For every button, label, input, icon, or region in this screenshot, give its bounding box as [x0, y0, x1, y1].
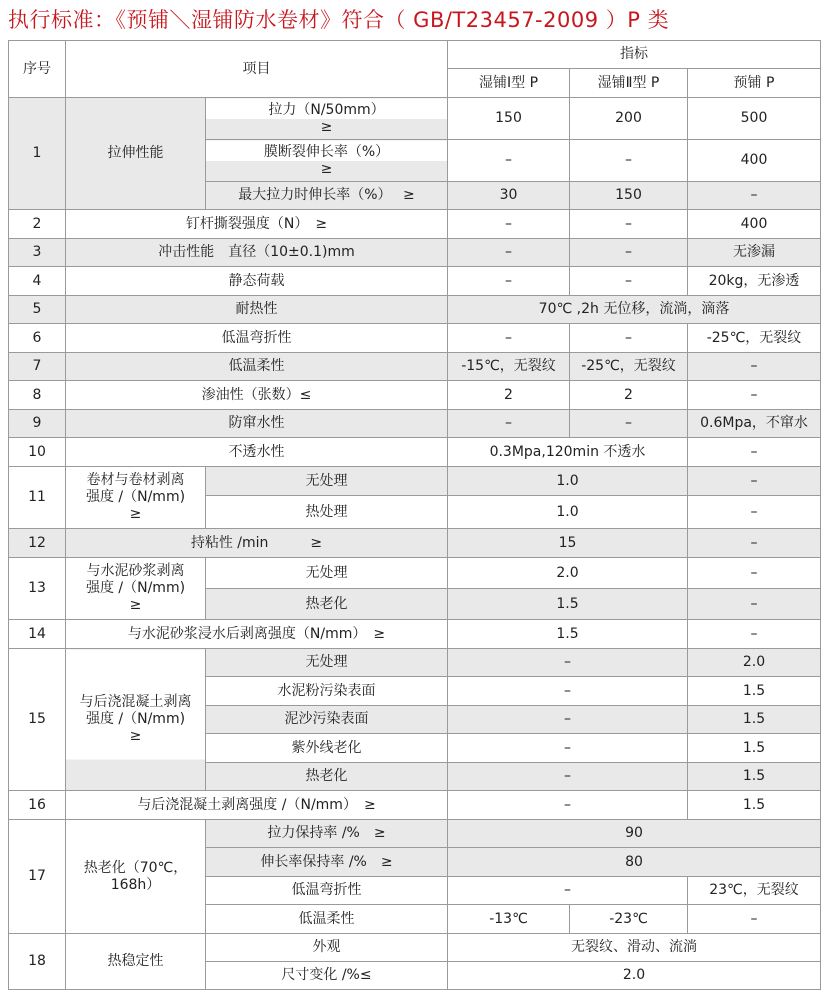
value-cell: 90 [448, 820, 821, 848]
value-cell: 1.5 [688, 677, 821, 706]
page-title: 执行标准：《预铺＼湿铺防水卷材》符合（ GB/T23457-2009 ）P 类 [8, 8, 670, 32]
row-item-line: 与水泥砂浆剥离 [86, 563, 185, 579]
value-cell: -25℃，无裂纹 [570, 353, 688, 381]
value-cell: – [688, 353, 821, 381]
value-cell: – [570, 210, 688, 239]
value-cell: – [688, 496, 821, 529]
value-cell: 1.0 [448, 467, 688, 496]
value-cell: 1.5 [448, 589, 688, 620]
sub-item-label: 无处理 [206, 649, 448, 677]
row-item: 不透水性 [66, 438, 448, 467]
value-cell: – [688, 620, 821, 649]
header-col-wet-type1: 湿铺Ⅰ型 P [448, 69, 570, 98]
row-item [66, 649, 206, 791]
value-cell: – [448, 649, 688, 677]
sub-item-label: 低温柔性 [206, 905, 448, 934]
value-cell: 30 [448, 182, 570, 210]
row-seq: 8 [9, 381, 66, 410]
row-item-line: 168h） [110, 876, 161, 893]
value-cell: – [448, 763, 688, 791]
value-cell: 2 [448, 381, 570, 410]
sub-item-label: 无处理 [206, 467, 448, 496]
row-seq: 16 [9, 791, 66, 820]
row-item: 静态荷载 [66, 267, 448, 296]
value-cell: 500 [688, 98, 821, 140]
sub-item-text: 膜断裂伸长率（%） [263, 143, 390, 160]
value-cell: 1.5 [688, 706, 821, 734]
value-cell: 20kg，无渗透 [688, 267, 821, 296]
row-seq: 11 [9, 467, 66, 529]
row-item: 低温弯折性 [66, 324, 448, 353]
row-item-line: 卷材与卷材剥离 [86, 472, 185, 488]
value-cell: 400 [688, 140, 821, 182]
row-item-line: 强度 /（N/mm) [85, 489, 186, 505]
sub-item-label [206, 140, 448, 182]
value-cell: 0.3Mpa,120min 不透水 [448, 438, 688, 467]
table-row [9, 210, 821, 239]
row-item: 持粘性 /min ≥ [66, 529, 448, 558]
table-row [9, 239, 821, 267]
row-item-line: 热老化（70℃， [83, 859, 188, 876]
sub-item-label: 水泥粉污染表面 [206, 677, 448, 706]
row-seq: 17 [9, 820, 66, 934]
sub-item-label: 热老化 [206, 589, 448, 620]
header-seq: 序号 [9, 41, 66, 98]
sub-item-text: 拉力（N/50mm） [268, 101, 385, 118]
row-item-line: 强度 /（N/mm) [85, 711, 186, 727]
value-cell: – [448, 410, 570, 438]
row-seq: 18 [9, 934, 66, 990]
table-row [9, 296, 821, 324]
row-seq: 5 [9, 296, 66, 324]
value-cell: 150 [448, 98, 570, 140]
sub-item-label: 热处理 [206, 496, 448, 529]
value-cell: 2 [570, 381, 688, 410]
value-cell: 无裂纹、滑动、流淌 [448, 934, 821, 962]
row-seq: 4 [9, 267, 66, 296]
value-cell: – [448, 734, 688, 763]
row-seq: 15 [9, 649, 66, 791]
sub-item-label: 尺寸变化 /%≤ [206, 962, 448, 990]
table-row [9, 467, 821, 496]
table-row [9, 324, 821, 353]
sub-item-label: 低温弯折性 [206, 877, 448, 905]
table-row [9, 791, 821, 820]
value-cell: -13℃ [448, 905, 570, 934]
table-row [9, 381, 821, 410]
row-item: 耐热性 [66, 296, 448, 324]
value-cell: – [570, 267, 688, 296]
table-row [9, 98, 821, 140]
value-cell: – [570, 140, 688, 182]
sub-item-label: 伸长率保持率 /% ≥ [206, 848, 448, 877]
row-seq: 9 [9, 410, 66, 438]
value-cell: – [688, 182, 821, 210]
table-row [9, 267, 821, 296]
value-cell: – [570, 410, 688, 438]
row-seq: 14 [9, 620, 66, 649]
header-index: 指标 [448, 41, 821, 69]
header-col-pre-laid: 预铺 P [688, 69, 821, 98]
value-cell: – [448, 877, 688, 905]
sub-item-label: 拉力保持率 /% ≥ [206, 820, 448, 848]
sub-item-label: 最大拉力时伸长率（%） ≥ [206, 182, 448, 210]
row-item-line: 强度 /（N/mm) [85, 580, 186, 596]
row-seq: 3 [9, 239, 66, 267]
sub-item-label: 热老化 [206, 763, 448, 791]
row-seq: 2 [9, 210, 66, 239]
value-cell: – [688, 905, 821, 934]
row-item: 低温柔性 [66, 353, 448, 381]
row-item: 热稳定性 [66, 934, 206, 990]
value-cell: 1.0 [448, 496, 688, 529]
value-cell: – [448, 324, 570, 353]
value-cell: 无渗漏 [688, 239, 821, 267]
value-cell: 2.0 [688, 649, 821, 677]
sub-item-label: 紫外线老化 [206, 734, 448, 763]
table-row [9, 353, 821, 381]
table-row [9, 820, 821, 848]
value-cell: 70℃ ,2h 无位移，流淌，滴落 [448, 296, 821, 324]
row-item [66, 467, 206, 529]
ge-symbol: ≥ [320, 118, 333, 135]
table-row [9, 934, 821, 962]
value-cell: – [688, 529, 821, 558]
row-item [66, 558, 206, 620]
row-item: 与后浇混凝土剥离强度 /（N/mm） ≥ [66, 791, 448, 820]
table-row [9, 438, 821, 467]
value-cell: 1.5 [688, 791, 821, 820]
value-cell: 80 [448, 848, 821, 877]
value-cell: – [448, 239, 570, 267]
ge-symbol: ≥ [129, 728, 142, 744]
value-cell: – [570, 239, 688, 267]
sub-item-label: 外观 [206, 934, 448, 962]
row-item: 防窜水性 [66, 410, 448, 438]
value-cell: – [448, 677, 688, 706]
value-cell: – [448, 791, 688, 820]
value-cell: – [688, 438, 821, 467]
value-cell: – [688, 381, 821, 410]
value-cell: – [448, 267, 570, 296]
value-cell: -25℃，无裂纹 [688, 324, 821, 353]
value-cell: – [688, 558, 821, 589]
sub-item-label [206, 98, 448, 140]
row-seq: 7 [9, 353, 66, 381]
value-cell: 2.0 [448, 558, 688, 589]
value-cell: 15 [448, 529, 688, 558]
value-cell: – [448, 210, 570, 239]
row-seq: 1 [9, 98, 66, 210]
row-item: 冲击性能 直径（10±0.1)mm [66, 239, 448, 267]
value-cell: 1.5 [688, 734, 821, 763]
value-cell: -15℃，无裂纹 [448, 353, 570, 381]
value-cell: – [570, 324, 688, 353]
row-seq: 6 [9, 324, 66, 353]
table-row [9, 620, 821, 649]
row-item-line: 与后浇混凝土剥离 [79, 694, 192, 710]
row-seq: 10 [9, 438, 66, 467]
spec-table [8, 40, 821, 990]
value-cell: 2.0 [448, 962, 821, 990]
value-cell: 150 [570, 182, 688, 210]
value-cell: 200 [570, 98, 688, 140]
value-cell: 0.6Mpa，不窜水 [688, 410, 821, 438]
sub-item-label: 无处理 [206, 558, 448, 589]
value-cell: – [448, 706, 688, 734]
value-cell: 1.5 [688, 763, 821, 791]
row-item: 钉杆撕裂强度（N） ≥ [66, 210, 448, 239]
row-item: 与水泥砂浆浸水后剥离强度（N/mm） ≥ [66, 620, 448, 649]
ge-symbol: ≥ [129, 506, 142, 522]
table-row [9, 649, 821, 677]
row-item [66, 820, 206, 934]
ge-symbol: ≥ [320, 160, 333, 177]
table-row [9, 529, 821, 558]
value-cell: 1.5 [448, 620, 688, 649]
header-col-wet-type2: 湿铺Ⅱ型 P [570, 69, 688, 98]
row-seq: 12 [9, 529, 66, 558]
sub-item-label: 泥沙污染表面 [206, 706, 448, 734]
table-row [9, 558, 821, 589]
header-item: 项目 [66, 41, 448, 98]
value-cell: – [448, 140, 570, 182]
value-cell: 23℃，无裂纹 [688, 877, 821, 905]
row-seq: 13 [9, 558, 66, 620]
table-row [9, 410, 821, 438]
value-cell: 400 [688, 210, 821, 239]
value-cell: -23℃ [570, 905, 688, 934]
value-cell: – [688, 589, 821, 620]
row-item: 渗油性（张数）≤ [66, 381, 448, 410]
ge-symbol: ≥ [129, 597, 142, 613]
value-cell: – [688, 467, 821, 496]
row-item: 拉伸性能 [66, 98, 206, 210]
